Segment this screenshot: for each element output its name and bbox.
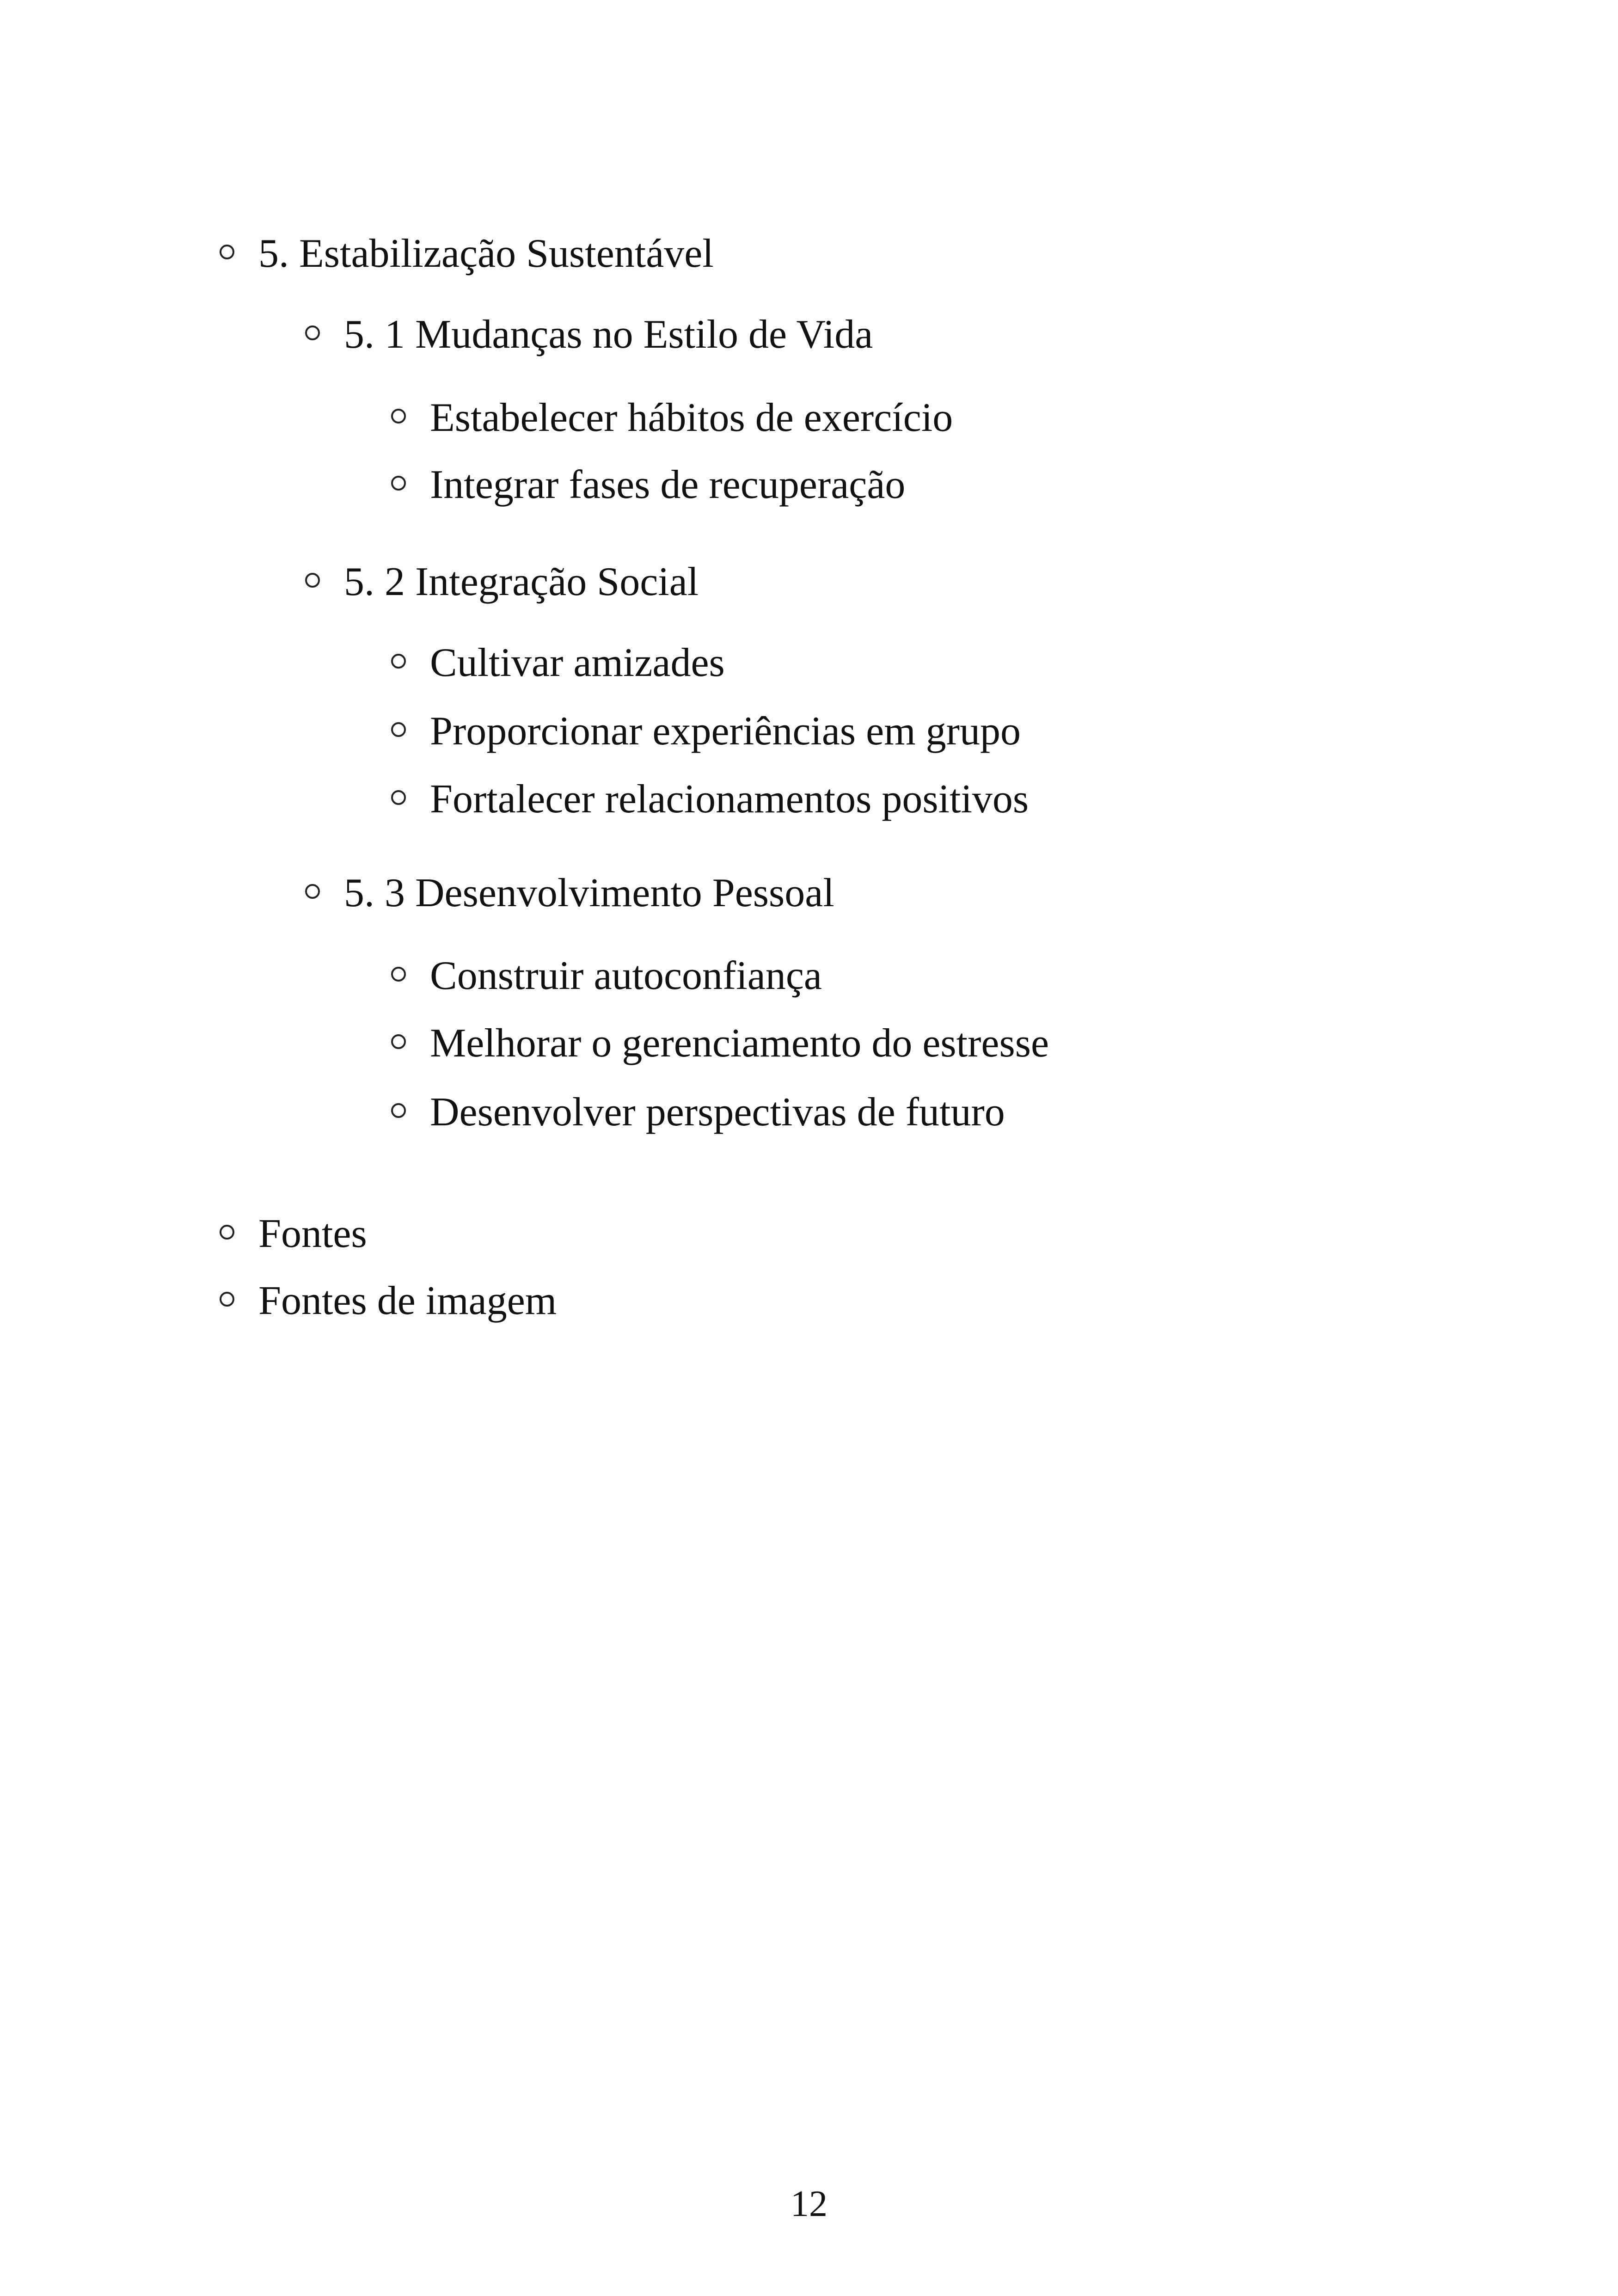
hollow-circle-bullet-icon xyxy=(305,325,320,340)
toc-item-text: 5. 1 Mudanças no Estilo de Vida xyxy=(344,312,873,357)
hollow-circle-bullet-icon xyxy=(391,790,406,805)
hollow-circle-bullet-icon xyxy=(391,1034,406,1049)
toc-item-level3 xyxy=(391,640,725,685)
hollow-circle-bullet-icon xyxy=(391,476,406,491)
toc-item-text: 5. Estabilização Sustentável xyxy=(258,231,714,276)
hollow-circle-bullet-icon xyxy=(391,1103,406,1118)
toc-item-text: Integrar fases de recuperação xyxy=(430,462,906,507)
page-number: 12 xyxy=(791,2184,827,2224)
hollow-circle-bullet-icon xyxy=(305,884,320,899)
hollow-circle-bullet-icon xyxy=(220,245,234,259)
toc-item-level3 xyxy=(391,1023,1049,1064)
hollow-circle-bullet-icon xyxy=(391,722,406,737)
toc-item-level1 xyxy=(220,1278,557,1323)
toc-item-level2 xyxy=(305,314,873,355)
hollow-circle-bullet-icon xyxy=(220,1225,234,1240)
toc-item-text: 5. 3 Desenvolvimento Pessoal xyxy=(344,871,834,915)
toc-item-text: Fontes xyxy=(258,1211,367,1256)
hollow-circle-bullet-icon xyxy=(305,573,320,588)
toc-item-level1 xyxy=(220,1211,367,1256)
toc-item-level3 xyxy=(391,395,953,440)
toc-item-level3 xyxy=(391,953,822,998)
toc-item-text: Fortalecer relacionamentos positivos xyxy=(430,777,1029,822)
toc-item-level3 xyxy=(391,462,906,507)
hollow-circle-bullet-icon xyxy=(391,654,406,669)
toc-item-level3 xyxy=(391,779,1029,820)
toc-item-text: Melhorar o gerenciamento do estresse xyxy=(430,1021,1049,1066)
toc-item-text: Cultivar amizades xyxy=(430,640,725,685)
toc-item-text: Proporcionar experiências em grupo xyxy=(430,709,1021,754)
toc-item-text: 5. 2 Integração Social xyxy=(344,559,699,604)
toc-item-text: Estabelecer hábitos de exercício xyxy=(430,395,953,440)
toc-item-level2 xyxy=(305,559,699,604)
toc-item-text: Construir autoconfiança xyxy=(430,953,822,998)
hollow-circle-bullet-icon xyxy=(391,967,406,982)
toc-item-level3 xyxy=(391,1092,1005,1133)
hollow-circle-bullet-icon xyxy=(220,1292,234,1307)
hollow-circle-bullet-icon xyxy=(391,409,406,424)
toc-item-level3 xyxy=(391,711,1021,752)
toc-item-text: Desenvolver perspectivas de futuro xyxy=(430,1090,1005,1135)
toc-item-level2 xyxy=(305,873,834,914)
toc-item-level1 xyxy=(220,233,714,274)
toc-item-text: Fontes de imagem xyxy=(258,1278,557,1323)
